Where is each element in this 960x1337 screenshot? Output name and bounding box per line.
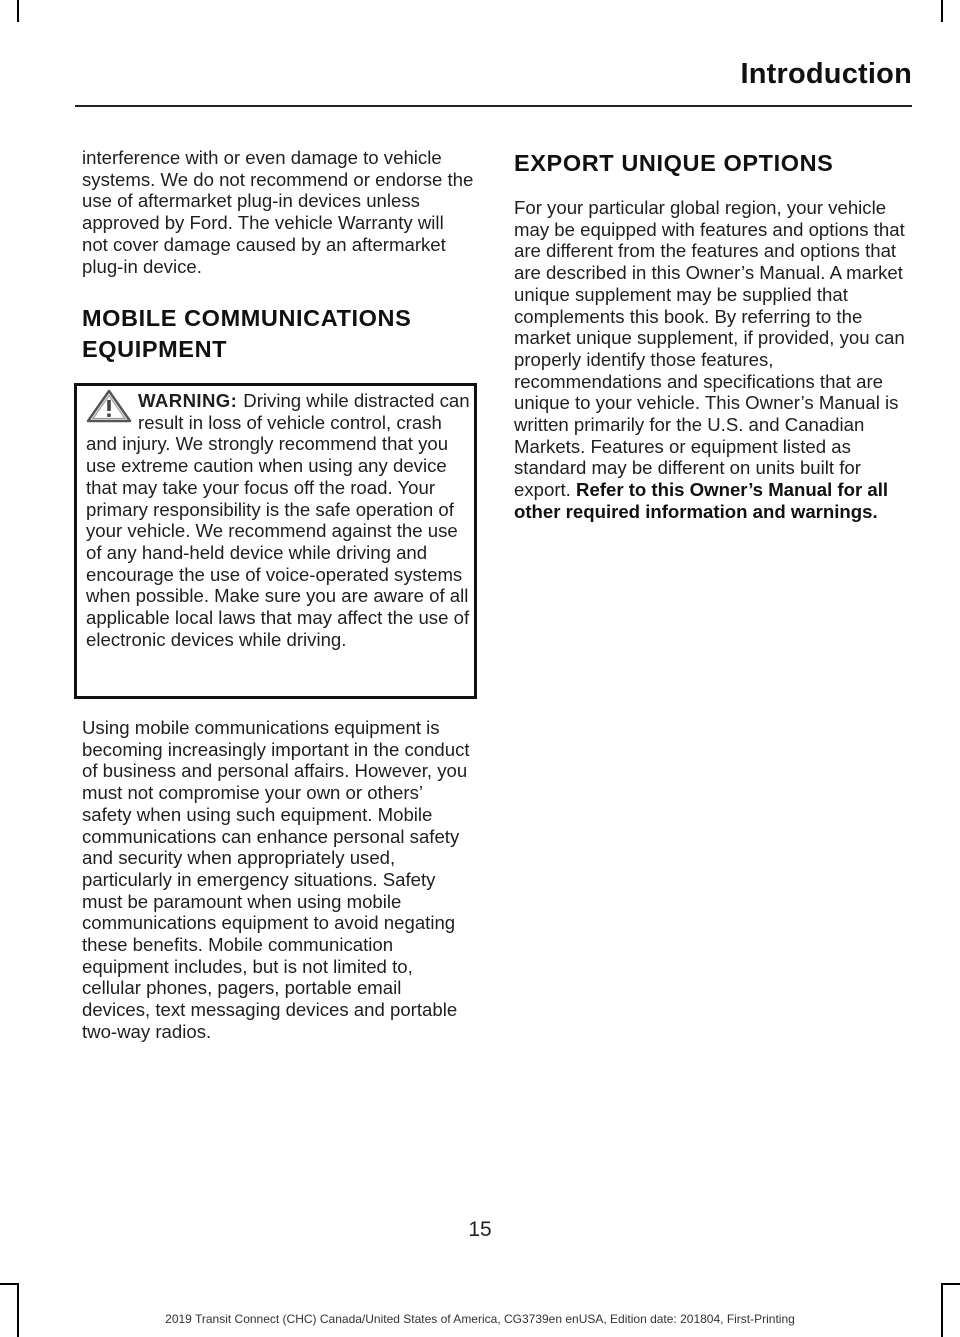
footer-edition-info: 2019 Transit Connect (CHC) Canada/United States of America, CG3739en enUSA, Edition date: 201804, First-Printing: [165, 1312, 795, 1326]
crop-mark-bottom-right-v: [941, 1283, 943, 1337]
export-options-paragraph: [514, 197, 908, 523]
warning-triangle-icon: [84, 388, 134, 424]
heading-line-2: EQUIPMENT: [82, 336, 228, 363]
section-heading-mobile-communications: [82, 303, 474, 365]
header-divider: [75, 105, 912, 107]
right-column: [514, 147, 908, 523]
warning-content: [86, 390, 478, 650]
intro-paragraph: interference with or even damage to vehicle systems. We do not recommend or endorse the use of aftermarket plug-in devices unless approved by Ford. The vehicle Warranty will not cover damage caused by an aftermarket plug-in device.: [82, 147, 474, 277]
crop-mark-bottom-left-v: [17, 1283, 19, 1337]
left-column-lower: [82, 717, 474, 1043]
left-column: [82, 147, 474, 365]
crop-mark-top-right-v: [941, 0, 943, 22]
heading-line-1: MOBILE COMMUNICATIONS: [82, 305, 412, 332]
page-header-title: Introduction: [740, 58, 912, 90]
section-heading-export-unique-options: EXPORT UNIQUE OPTIONS: [514, 150, 834, 176]
warning-box: [74, 383, 477, 699]
mobile-communications-paragraph: Using mobile communications equipment is becoming increasingly important in the conduct of business and personal affairs. However, you must not compromise your own or others’ safety when using such equipment. Mobile communications can enhance personal safety and security when appropriately used, particularly in emergency situations. Safety must be paramount when using mobile communications equipment to avoid negating these benefits. Mobile communication equipment includes, but is not limited to, cellular phones, pagers, portable email devices, text messaging devices and portable two-way radios.: [82, 717, 470, 1042]
crop-mark-bottom-left-h: [0, 1283, 19, 1285]
warning-text: Driving while distracted can result in loss of vehicle control, crash and injury. We strongly recommend that you use extreme caution when using any device that may take your focus off the road. Your primary responsibility is the safe operation of your vehicle. We recommend against the use of any hand-held device while driving and encourage the use of voice-operated systems when possible. Make sure you are aware of all applicable local laws that may affect the use of electronic devices while driving.: [86, 390, 470, 650]
owners-manual-reference: Refer to this Owner’s Manual for all other required information and warnings.: [514, 479, 889, 522]
warning-label: WARNING:: [138, 390, 238, 411]
crop-mark-bottom-right-h: [941, 1283, 960, 1285]
crop-mark-top-left-v: [17, 0, 19, 22]
page-number: 15: [468, 1218, 492, 1241]
export-options-text: For your particular global region, your vehicle may be equipped with features and options that are different from the features and options that are described in this Owner’s Manual. A market unique supplement may be supplied that complements this book. By referring to the market unique supplement, if provided, you can properly identify those features, recommendations and specifications that are unique to your vehicle. This Owner’s Manual is written primarily for the U.S. and Canadian Markets. Features or equipment listed as standard may be different on units built for export.: [514, 197, 905, 501]
